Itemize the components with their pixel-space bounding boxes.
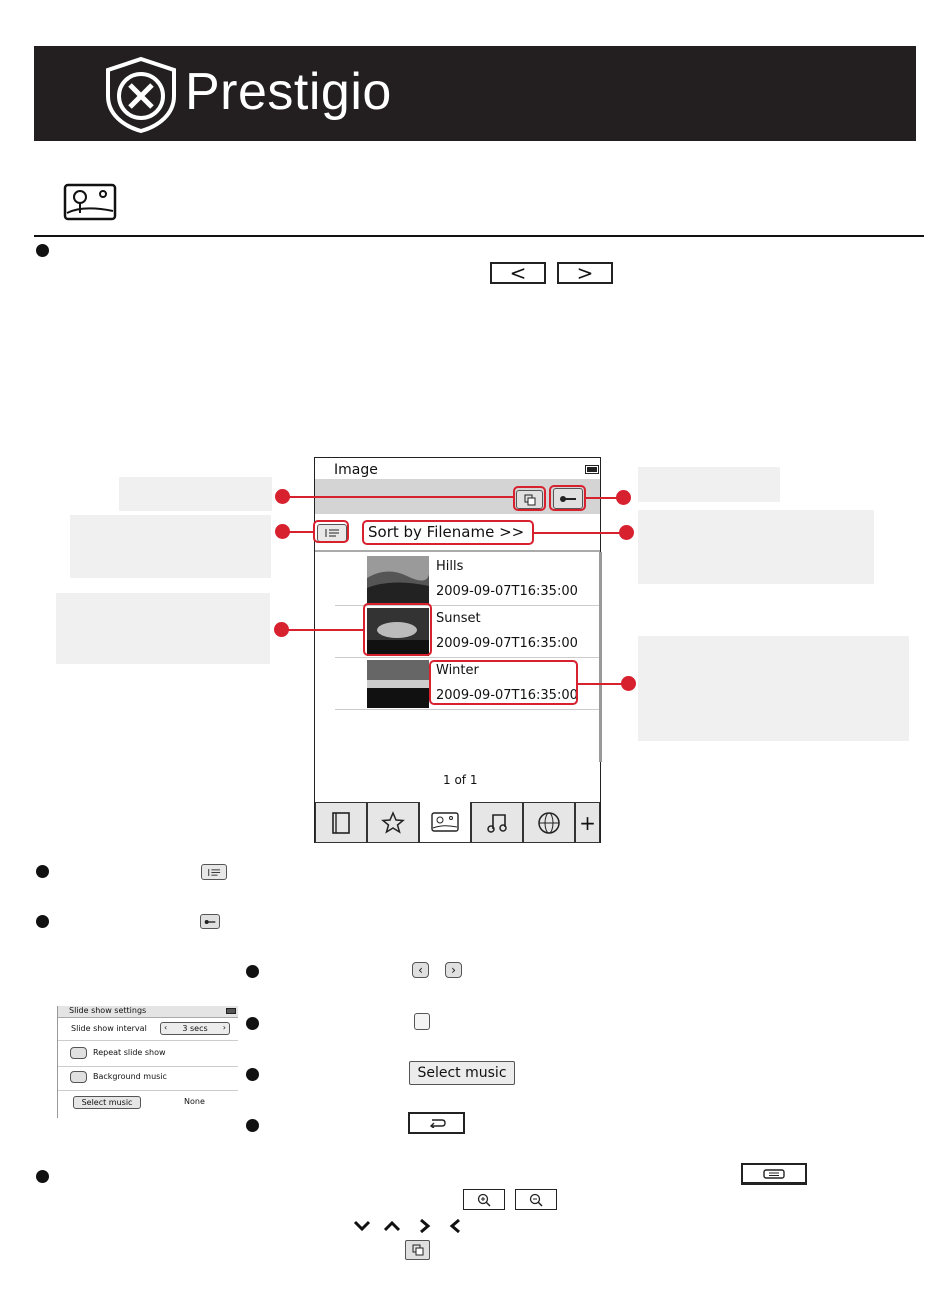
image-icon [431,812,459,832]
direction-arrows [352,1216,464,1236]
callout-dot [275,524,290,539]
list-item[interactable] [335,554,599,606]
page-indicator: 1 of 1 [443,773,478,787]
chevron-right-icon[interactable]: › [222,1023,226,1032]
music-icon [485,811,509,835]
book-icon [330,811,352,835]
next-button[interactable]: > [557,262,613,284]
item-date: 2009-09-07T16:35:00 [436,688,578,703]
item-name: Hills [436,559,464,574]
prev-button[interactable]: < [490,262,546,284]
star-icon [381,811,405,835]
selected-music-value: None [184,1097,205,1106]
back-arrow-icon [428,1118,446,1128]
chevron-right-icon[interactable]: › [445,962,462,978]
tab-images[interactable] [419,802,471,843]
callout-dot [274,622,289,637]
divider [315,550,600,552]
callout-label-box [70,515,271,578]
hills-thumbnail [367,556,429,604]
prestigio-logo-icon [103,56,179,134]
arrow-up-icon [385,1223,399,1230]
callout-label-box [638,510,874,584]
callout-line [282,496,513,498]
sort-order-button[interactable] [201,864,227,880]
bullet [246,1068,259,1081]
callout-dot [621,676,636,691]
image-icon [63,183,117,221]
callout-dot [616,490,631,505]
select-music-button[interactable]: Select music [73,1096,141,1109]
slideshow-icon [412,1244,424,1256]
bullet [36,865,49,878]
callout-label-box [638,467,780,502]
zoom-in-icon [477,1193,491,1207]
zoom-out-icon [529,1193,543,1207]
divider [58,1040,238,1041]
section-divider [34,235,924,237]
divider [58,1066,238,1067]
sort-by-highlight [362,520,534,545]
menu-button[interactable] [741,1163,807,1185]
tab-music[interactable] [471,802,523,843]
battery-icon [585,465,600,474]
tab-browser[interactable] [523,802,575,843]
sort-by-button[interactable]: Sort by Filename >> [368,523,525,541]
settings-button[interactable] [200,914,220,929]
wrench-icon [204,919,216,925]
menu-icon [763,1169,785,1179]
thumbnail-highlight [363,603,432,656]
interval-value: 3 secs [182,1024,208,1033]
repeat-checkbox[interactable] [70,1047,87,1059]
bullet [246,1017,259,1030]
callout-label-box [119,477,272,511]
item-date: 2009-09-07T16:35:00 [436,636,578,651]
arrow-right-icon [421,1220,428,1232]
winter-thumbnail [367,660,429,708]
screen-title: Image [334,462,378,478]
arrow-left-icon [452,1220,459,1232]
bullet [36,915,49,928]
bullet [36,1170,49,1183]
bullet [246,1119,259,1132]
zoom-in-button[interactable] [463,1189,505,1210]
callout-line [534,532,626,534]
background-music-label: Background music [93,1072,167,1081]
bullet [36,244,49,257]
arrow-down-icon [355,1222,369,1229]
callout-label-box [638,636,909,741]
interval-stepper[interactable] [160,1022,230,1035]
tab-favorites[interactable] [367,802,419,843]
sort-order-highlight [313,520,349,543]
brand-name: Prestigio [185,63,392,121]
zoom-out-button[interactable] [515,1189,557,1210]
background-music-checkbox[interactable] [70,1071,87,1083]
checkbox[interactable] [414,1013,430,1030]
settings-highlight [549,485,586,511]
callout-line [283,629,363,631]
panel-title: Slide show settings [69,1006,147,1015]
select-music-button[interactable]: Select music [409,1061,515,1085]
back-button[interactable] [408,1112,465,1134]
tab-books[interactable] [315,802,367,843]
slideshow-highlight [513,486,546,511]
battery-icon [226,1008,236,1014]
sort-list-icon [207,868,221,877]
item-name: Winter [436,663,479,678]
callout-dot [275,489,290,504]
chevron-left-icon[interactable]: ‹ [164,1023,168,1032]
divider [335,709,599,710]
callout-dot [619,525,634,540]
slideshow-button[interactable] [405,1240,430,1260]
callout-label-box [56,593,270,664]
scrollbar[interactable] [599,552,602,762]
globe-icon [537,811,561,835]
item-info-highlight [429,660,578,705]
bullet [246,965,259,978]
slideshow-settings-panel [57,1006,238,1118]
tab-more[interactable]: + [575,802,600,843]
interval-label: Slide show interval [71,1024,147,1033]
item-date: 2009-09-07T16:35:00 [436,584,578,599]
repeat-label: Repeat slide show [93,1048,166,1057]
divider [58,1090,238,1091]
device-screen [314,457,601,843]
chevron-left-icon[interactable]: ‹ [412,962,429,978]
item-name: Sunset [436,611,481,626]
